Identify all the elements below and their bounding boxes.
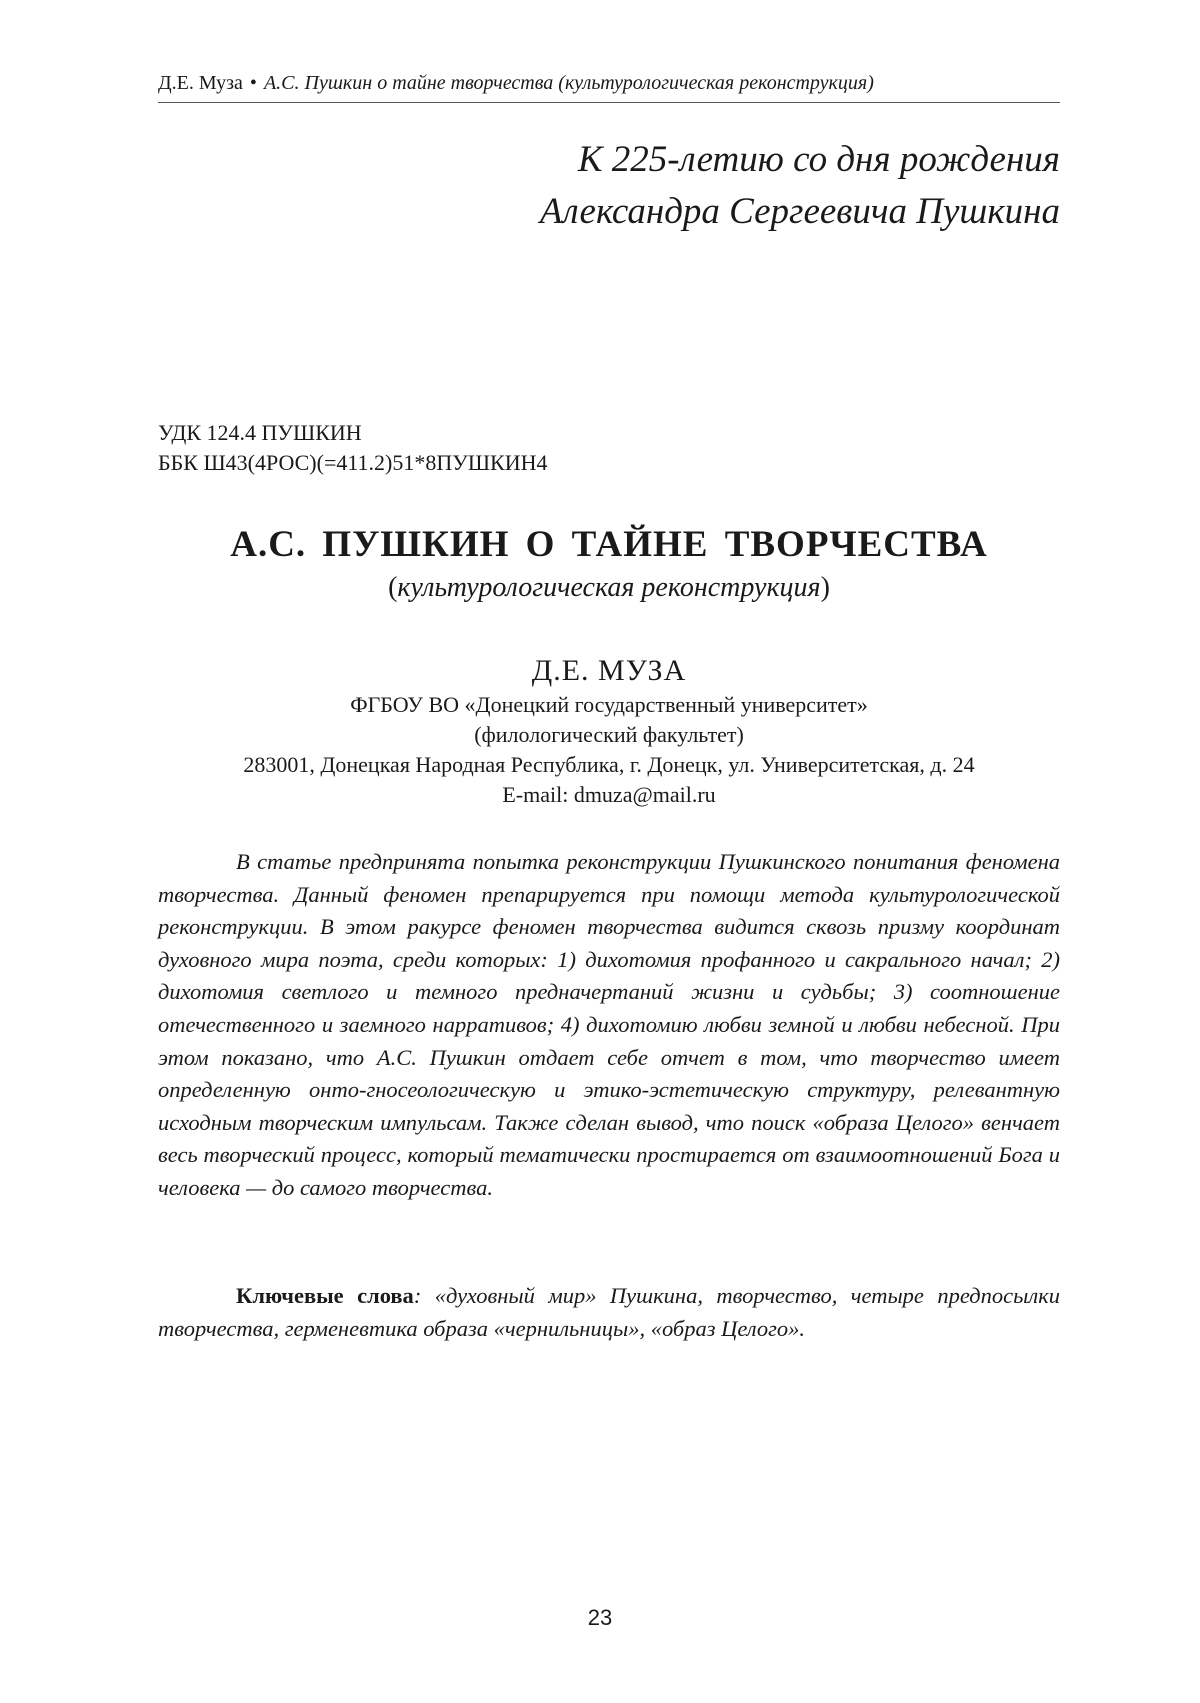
article-title: А.С. ПУШКИН О ТАЙНЕ ТВОРЧЕСТВА	[230, 524, 988, 565]
bbk-code: ББК Ш43(4РОС)(=411.2)51*8ПУШКИН4	[158, 450, 548, 475]
dedication-line-2: Александра Сергеевича Пушкина	[539, 191, 1060, 232]
author-name: Д.Е. МУЗА	[531, 654, 687, 687]
abstract: В статье предпринята попытка реконструкции Пушкинского пониmания феномена творчества. Данный феномен препарируется при помощи метода культурологической реконструкции. В этом ракурсе феномен творчества видится сквозь призму координат духовного мира поэта, среди которых: 1) дихотомия профанного и сакрального начал; 2) дихотомия светлого и темного предначертаний жизни и судьбы; 3) соотношение отечественного и заемного нарративов; 4) дихотомию любви земной и любви небесной. При этом показано, что А.С. Пушкин отдает себе отчет в том, что творчество имеет определенную онто-гносеологическую и этико-эстетическую структуру, релевантную исходным творческим импульсам. Также сделан вывод, что поиск «образа Целого» венчает весь творческий процесс, который тематически простирается от взаимоотношений Бога и человека — до самого творчества.	[158, 849, 1060, 1200]
subtitle-close-paren: )	[820, 572, 830, 603]
running-header-title: А.С. Пушкин о тайне творчества (культурологическая реконструкция)	[263, 72, 874, 94]
keywords-label: Ключевые слова	[236, 1283, 414, 1308]
page-number: 23	[587, 1605, 613, 1630]
keywords-text: «духовный мир» Пушкина, творчество, четыре предпосылки творчества, герменевтика образа «чернильницы», «образ Целого».	[158, 1283, 1060, 1341]
dedication	[540, 134, 1060, 238]
subtitle-open-paren: (	[388, 572, 398, 603]
keywords	[158, 1280, 1060, 1345]
article-subtitle	[158, 570, 1060, 606]
subtitle-text: культурологическая реконструкция	[397, 572, 821, 603]
running-header	[158, 68, 1060, 103]
keywords-colon: :	[413, 1283, 422, 1308]
author-address: 283001, Донецкая Народная Республика, г. Донецк, ул. Университетская, д. 24	[243, 752, 975, 777]
author-block	[140, 652, 1078, 810]
author-email: E-mail: dmuza@mail.ru	[502, 782, 716, 807]
udk-code: УДК 124.4 ПУШКИН	[158, 420, 362, 445]
running-header-separator: •	[249, 72, 257, 94]
author-organization: ФГБОУ ВО «Донецкий государственный университет»	[350, 692, 868, 717]
running-header-author: Д.Е. Муза	[158, 72, 243, 94]
classification-codes	[158, 418, 547, 478]
dedication-line-1: К 225-летию со дня рождения	[577, 139, 1060, 180]
author-faculty: (филологический факультет)	[474, 722, 744, 747]
